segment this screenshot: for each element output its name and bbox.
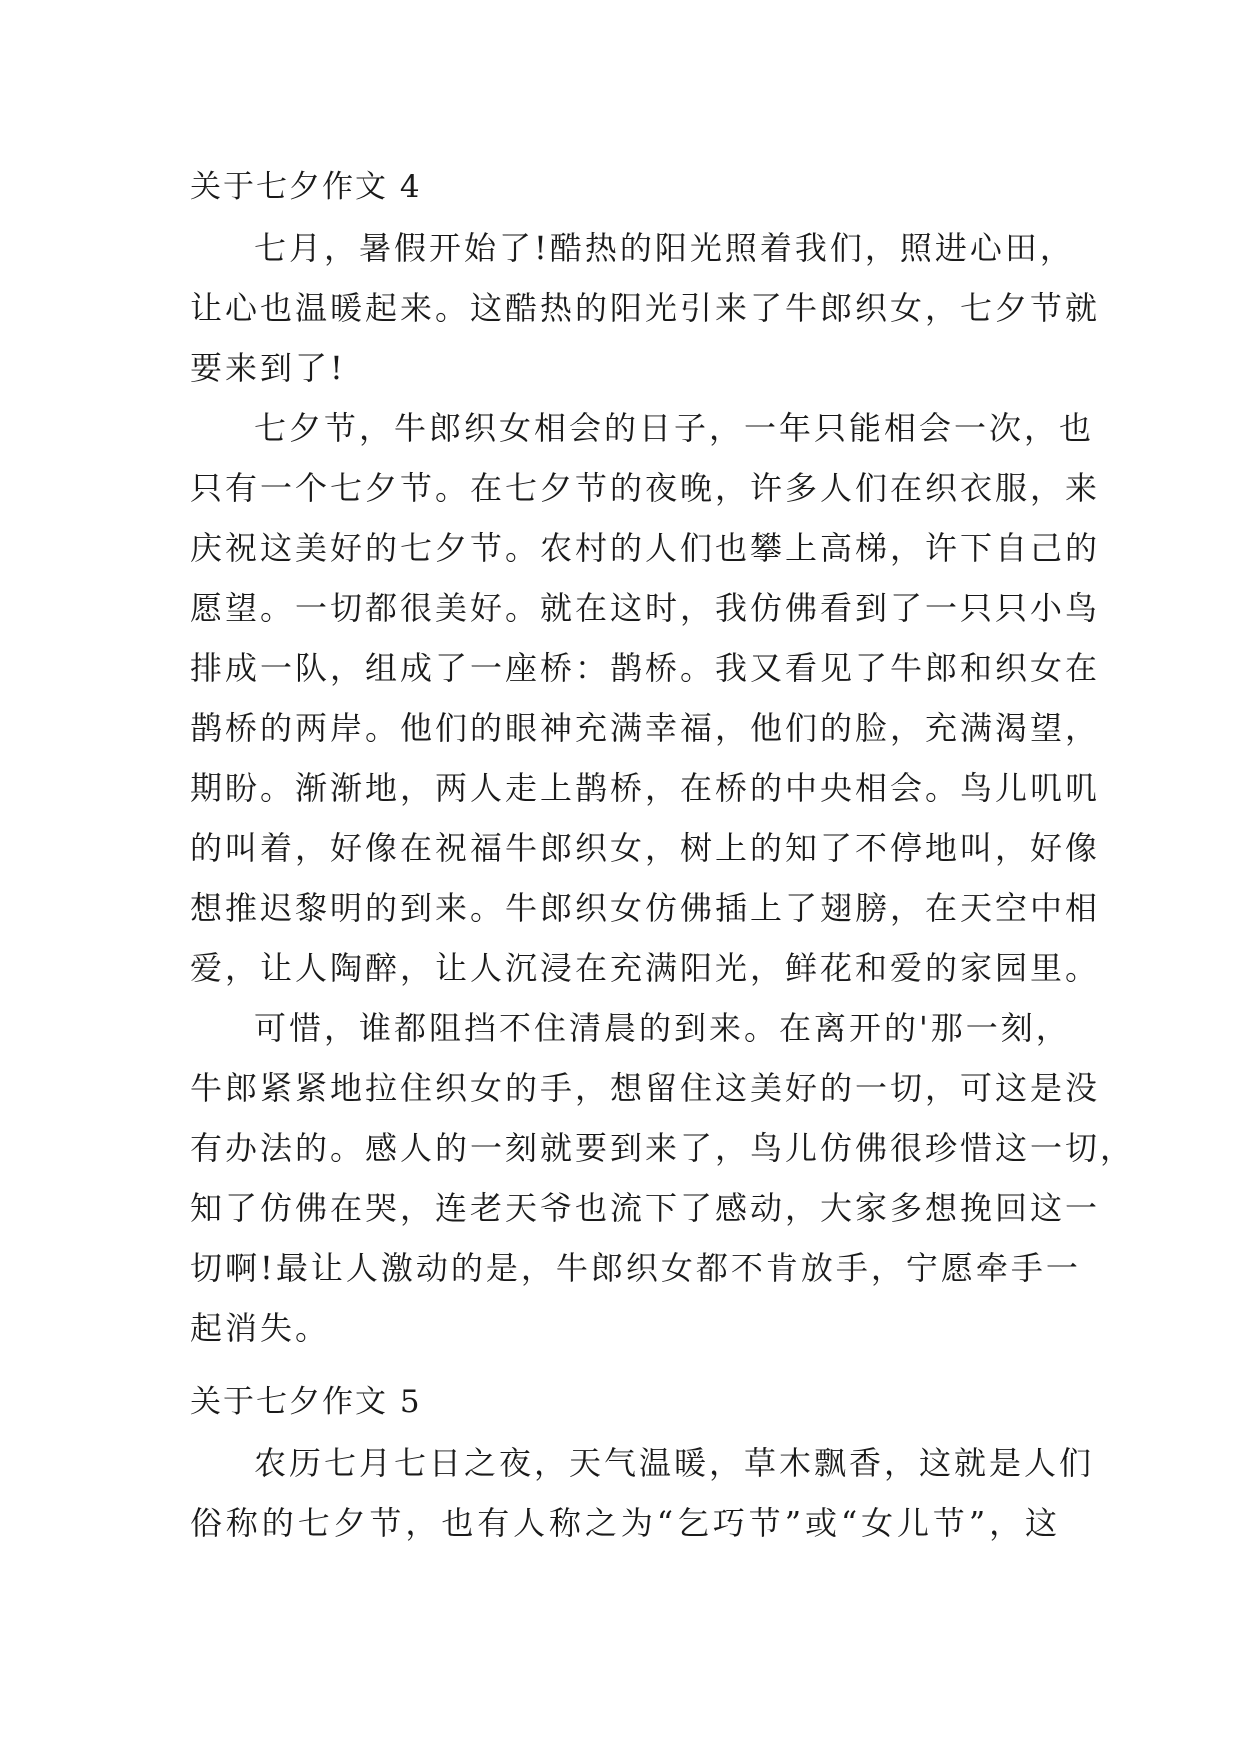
paragraph-3 — [190, 998, 1136, 1358]
text-line: 七月，暑假开始了!酷热的阳光照着我们，照进心田， — [254, 229, 1075, 267]
text-line: 爱，让人陶醉，让人沉浸在充满阳光，鲜花和爱的家园里。 — [190, 949, 1101, 987]
text-line: 农历七月七日之夜，天气温暖，草木飘香，这就是人们 — [254, 1444, 1095, 1482]
paragraph-1 — [190, 218, 1101, 398]
text-line: 俗称的七夕节，也有人称之为“乞巧节”或“女儿节”，这 — [190, 1504, 1060, 1542]
text-line: 想推迟黎明的到来。牛郎织女仿佛插上了翅膀，在天空中相 — [190, 889, 1101, 927]
text-line: 七夕节，牛郎织女相会的日子，一年只能相会一次，也 — [254, 409, 1095, 447]
text-line: 让心也温暖起来。这酷热的阳光引来了牛郎织女，七夕节就 — [190, 289, 1101, 327]
text-line: 起消失。 — [190, 1309, 331, 1347]
paragraph-1 — [190, 1433, 1095, 1553]
text-line: 愿望。一切都很美好。就在这时，我仿佛看到了一只只小鸟 — [190, 589, 1101, 627]
essay-4 — [190, 160, 1136, 1358]
text-line: 庆祝这美好的七夕节。农村的人们也攀上高梯，许下自己的 — [190, 529, 1101, 567]
text-line: 鹊桥的两岸。他们的眼神充满幸福，他们的脸，充满渴望， — [190, 709, 1101, 747]
text-line: 排成一队，组成了一座桥：鹊桥。我又看见了牛郎和织女在 — [190, 649, 1101, 687]
text-line: 切啊!最让人激动的是，牛郎织女都不肯放手，宁愿牵手一 — [190, 1249, 1081, 1287]
text-line: 要来到了! — [190, 349, 346, 387]
text-line: 期盼。渐渐地，两人走上鹊桥，在桥的中央相会。鸟儿叽叽 — [190, 769, 1101, 807]
text-line: 有办法的。感人的一刻就要到来了，鸟儿仿佛很珍惜这一切， — [190, 1129, 1136, 1167]
text-line: 的叫着，好像在祝福牛郎织女，树上的知了不停地叫，好像 — [190, 829, 1101, 867]
text-line: 知了仿佛在哭，连老天爷也流下了感动，大家多想挽回这一 — [190, 1189, 1101, 1227]
text-line: 只有一个七夕节。在七夕节的夜晚，许多人们在织衣服，来 — [190, 469, 1101, 507]
text-line: 牛郎紧紧地拉住织女的手，想留住这美好的一切，可这是没 — [190, 1069, 1101, 1107]
text-line: 可惜，谁都阻挡不住清晨的到来。在离开的'那一刻， — [254, 1009, 1071, 1047]
paragraph-2 — [190, 398, 1101, 998]
essay-5 — [190, 1375, 1095, 1553]
essay-title: 关于七夕作文 4 — [190, 169, 422, 205]
essay-title: 关于七夕作文 5 — [190, 1384, 422, 1420]
